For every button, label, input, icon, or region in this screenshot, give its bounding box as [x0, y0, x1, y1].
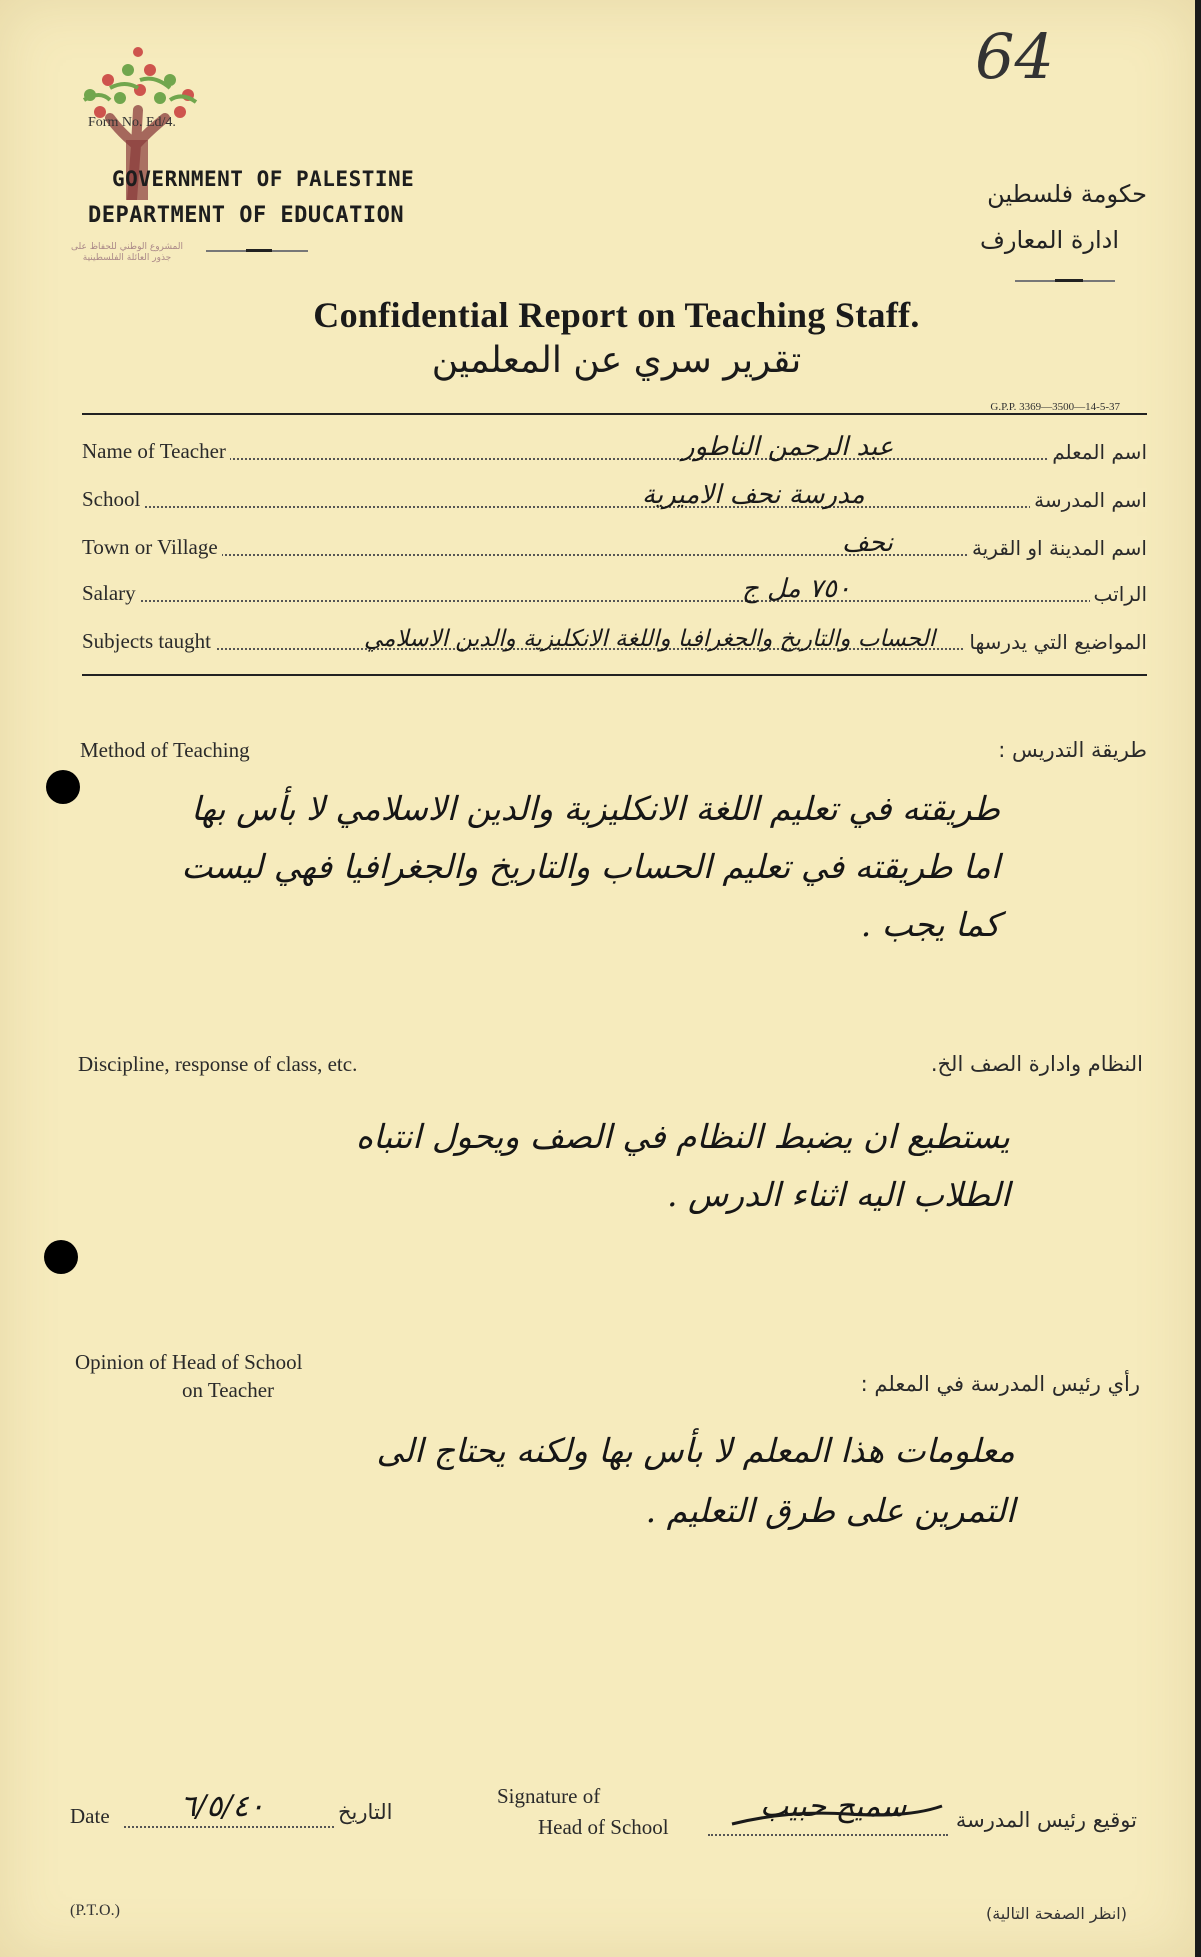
date-label-ar: التاريخ: [338, 1800, 393, 1824]
discipline-text-line: الطلاب اليه اثناء الدرس .: [666, 1175, 1010, 1214]
discipline-label-en: Discipline, response of class, etc.: [78, 1052, 358, 1076]
field-label-ar: المواضيع التي يدرسها: [965, 630, 1147, 654]
fields-bottom-rule: [82, 674, 1147, 676]
department-heading-en: DEPARTMENT OF EDUCATION: [88, 203, 405, 228]
field-label-ar: اسم المدينة او القرية: [968, 536, 1147, 560]
field-label-ar: الراتب: [1090, 582, 1147, 606]
print-code: G.P.P. 3369—3500—14-5-37: [990, 401, 1120, 413]
report-title-ar: تقرير سري عن المعلمين: [431, 340, 802, 381]
field-value-school: مدرسة نحف الاميرية: [642, 480, 865, 510]
header-dash-left: [246, 249, 272, 252]
pto-en: (P.T.O.): [70, 1902, 120, 1919]
date-label-en: Date: [70, 1804, 110, 1828]
field-label-en: Subjects taught: [82, 629, 215, 654]
dotted-line: [82, 506, 1147, 508]
government-heading-ar: حكومة فلسطين: [987, 180, 1147, 208]
field-row-name: [82, 434, 1147, 468]
watermark-caption: المشروع الوطني للحفاظ على جذور العائلة الفلسطينية: [70, 242, 183, 263]
field-label-ar: اسم المعلم: [1048, 440, 1147, 464]
field-value-salary: ٧٥٠ مل ج: [742, 574, 851, 604]
department-heading-ar: ادارة المعارف: [979, 226, 1119, 254]
method-label-ar: طريقة التدريس :: [998, 738, 1147, 762]
field-row-subjects: [82, 624, 1147, 658]
form-number: Form No. Ed/4.: [88, 115, 176, 130]
page-number: 64: [975, 20, 1054, 93]
discipline-text-line: يستطيع ان يضبط النظام في الصف ويحول انتباه: [355, 1117, 1010, 1156]
punch-hole: [46, 770, 80, 804]
field-label-en: School: [82, 487, 144, 512]
opinion-text-line: التمرين على طرق التعليم .: [645, 1491, 1015, 1530]
field-row-school: [82, 482, 1147, 516]
dotted-line: [82, 458, 1147, 460]
field-value-town: نحف: [842, 528, 893, 558]
method-text-line: اما طريقته في تعليم الحساب والتاريخ والجغرافيا فهي ليست: [181, 847, 1000, 886]
discipline-label-ar: النظام وادارة الصف الخ.: [930, 1052, 1143, 1076]
dotted-line: [82, 600, 1147, 602]
field-label-en: Name of Teacher: [82, 439, 230, 464]
top-rule: [82, 413, 1147, 415]
signature-stroke-icon: [728, 1800, 948, 1830]
signature-label-ar: توقيع رئيس المدرسة: [955, 1808, 1137, 1832]
method-text-line: كما يجب .: [860, 905, 1000, 944]
government-heading-en: GOVERNMENT OF PALESTINE: [112, 167, 415, 191]
report-title-en: Confidential Report on Teaching Staff.: [313, 295, 920, 335]
header-dash-right: [1055, 279, 1083, 282]
head-of-school-signature: سميح حبيب: [760, 1789, 907, 1824]
signature-label-en-line1: Signature of: [497, 1784, 601, 1808]
field-value-subjects: الحساب والتاريخ والجغرافيا واللغة الانكليزية والدين الاسلامي: [364, 626, 936, 652]
field-label-en: Salary: [82, 581, 140, 606]
signature-label-en-line2: Head of School: [538, 1815, 669, 1839]
pto-ar: (انظر الصفحة التالية): [985, 1904, 1127, 1923]
date-value: ٦/٥/٤٠: [180, 1789, 265, 1824]
field-row-salary: [82, 576, 1147, 610]
punch-hole: [44, 1240, 78, 1274]
field-value-teacher-name: عبد الرحمن الناطور: [682, 432, 894, 462]
field-label-en: Town or Village: [82, 535, 222, 560]
field-label-ar: اسم المدرسة: [1030, 488, 1147, 512]
method-label-en: Method of Teaching: [80, 738, 250, 762]
method-text-line: طريقته في تعليم اللغة الانكليزية والدين الاسلامي لا بأس بها: [191, 789, 1000, 828]
opinion-text-line: معلومات هذا المعلم لا بأس بها ولكنه يحتاج الى: [376, 1431, 1015, 1470]
field-row-town: [82, 530, 1147, 564]
opinion-label-ar: رأي رئيس المدرسة في المعلم :: [860, 1372, 1140, 1396]
opinion-label-en-line1: Opinion of Head of School: [75, 1350, 303, 1374]
opinion-label-en-line2: on Teacher: [182, 1378, 275, 1402]
